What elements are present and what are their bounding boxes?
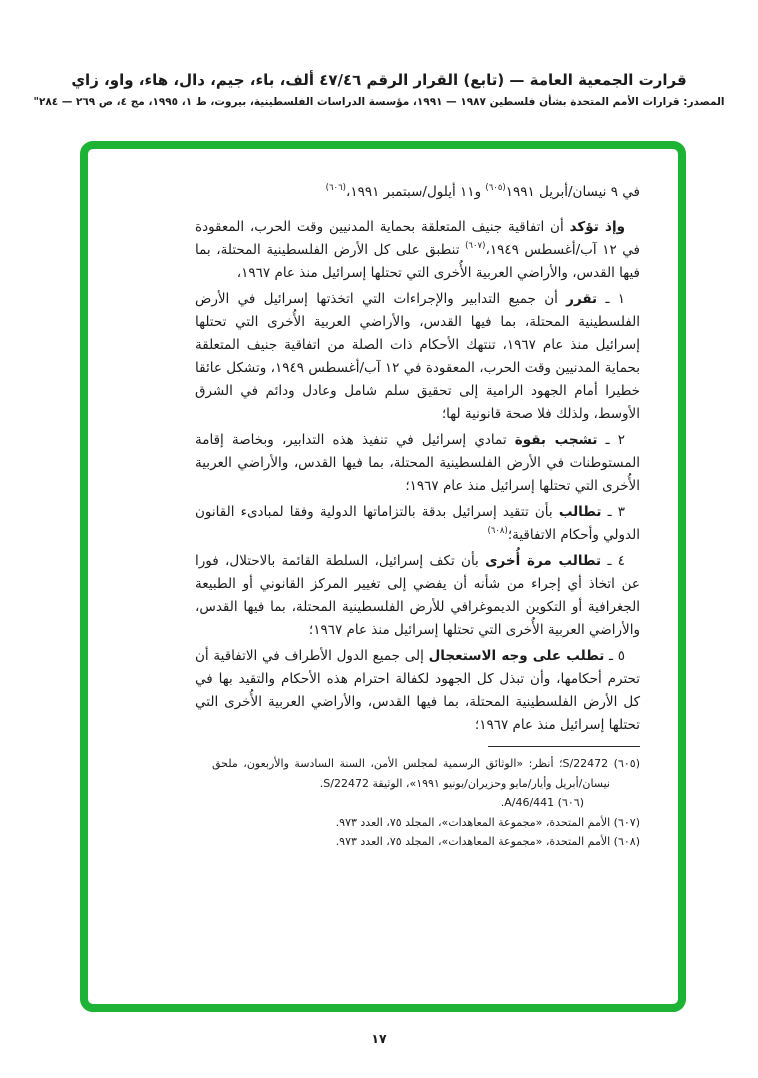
paragraph-text: في ٩ نيسان/أبريل ١٩٩١ xyxy=(505,184,640,200)
paragraph-text: تنطبق على كل الأرض الفلسطينية المحتلة، بما فيها القدس، والأراضي العربية الأُخرى التي تحتلها إسرائيل منذ عام ١٩٦٧، xyxy=(195,242,640,281)
paragraph-text: ٢ ـ xyxy=(597,432,625,448)
footnote-separator xyxy=(488,746,640,747)
footnote: (٦٠٨) الأمم المتحدة، «مجموعة المعاهدات»، المجلد ٧٥، العدد ٩٧٣. xyxy=(335,835,640,848)
paragraph-text: ١ ـ xyxy=(597,291,625,307)
resolution-box xyxy=(80,141,686,1012)
paragraph-lead-bold: تطالب مرة أُخرى xyxy=(485,553,602,569)
paragraph xyxy=(195,501,640,547)
paragraph-text: بأن تتقيد إسرائيل بدقة بالتزاماتها الدولية وفقا لمبادىء القانون الدولي وأحكام الاتفاقية؛ xyxy=(195,504,640,543)
paragraph-lead-bold: تشجب بقوة xyxy=(514,432,598,448)
page-title: قرارت الجمعية العامة — (تابع) القرار الرقم ٤٧/٤٦ ألف، باء، جيم، دال، هاء، واو، زاي xyxy=(71,71,687,89)
paragraph xyxy=(195,645,640,737)
footnote: (٦٠٥) S/22472؛ أنظر: «الوثائق الرسمية لمجلس الأمن، السنة السادسة والأربعون، ملحق نيسان/أبريل وأيار/مايو وحزيران/يونيو ١٩٩١»، الوثيقة S/22472. xyxy=(212,757,640,790)
paragraph xyxy=(195,216,640,285)
source-line: المصدر: قرارات الأمم المتحدة بشأن فلسطين ١٩٨٧ — ١٩٩١، مؤسسة الدراسات الفلسطينية، بيروت، ط ١، ١٩٩٥، مج ٤، ص ٢٦٩ — ٢٨٤" xyxy=(33,96,725,108)
paragraph-text: ٤ ـ xyxy=(601,553,625,569)
footnote-ref: (٦٠٨) xyxy=(487,526,508,536)
resolution-box-inner xyxy=(195,181,640,998)
paragraph-text: إلى جميع الدول الأطراف في الاتفاقية أن تحترم أحكامها، وأن تبذل كل الجهود لكفالة احترام هذه الأحكام والتقيد بها في كل الأرض الفلسطينية المحتلة، بما فيها القدس، والأراضي العربية الأُخرى التي تحتلها إسرائيل منذ عام ١٩٦٧؛ xyxy=(195,648,640,733)
paragraph-text: أن اتفاقية جنيف المتعلقة بحماية المدنيين وقت الحرب، المعقودة في ١٢ آب/أغسطس ١٩٤٩، xyxy=(195,219,641,258)
footnotes-section xyxy=(212,746,640,852)
paragraph xyxy=(195,429,640,498)
paragraph xyxy=(195,288,640,426)
paragraph xyxy=(195,550,640,642)
paragraph-text: ٣ ـ xyxy=(601,504,625,520)
footnote: (٦٠٧) الأمم المتحدة، «مجموعة المعاهدات»، المجلد ٧٥، العدد ٩٧٣. xyxy=(335,815,640,829)
paragraph-lead-bold: تطلب على وجه الاستعجال xyxy=(428,648,605,664)
footnotes-list xyxy=(212,754,640,852)
paragraph-text: ٥ ـ xyxy=(604,648,625,664)
paragraph-text: أن جميع التدابير والإجراءات التي اتخذتها إسرائيل في الأرض الفلسطينية المحتلة، بما فيها القدس، والأراضي العربية الأُخرى التي تحتلها إسرائيل منذ عام ١٩٦٧، تنتهك الأحكام ذات الصلة من اتفاقية جنيف المتعلقة بحماية المدنيين وقت الحرب، المعقودة في ١٢ آب/أغسطس ١٩٤٩، وتشكل عائقا خطيرا أمام الجهود الرامية إلى تحقيق سلم شامل وعادل ودائم في الشرق الأوسط، ولذلك فلا صحة قانونية لها؛ xyxy=(195,291,641,422)
paragraph-lead-bold: وإذ تؤكد xyxy=(569,219,625,235)
paragraph-text: تمادي إسرائيل في تنفيذ هذه التدابير، وبخاصة إقامة المستوطنات في الأرض الفلسطينية المحتلة، بما فيها القدس، والأراضي العربية الأُخرى التي تحتلها إسرائيل منذ عام ١٩٦٧؛ xyxy=(195,432,640,494)
footnote: (٦٠٦) A/46/441. xyxy=(500,796,584,809)
resolution-paragraphs xyxy=(195,181,640,737)
paragraph-text: و١١ أيلول/سبتمبر ١٩٩١، xyxy=(345,184,486,200)
footnote-ref: (٦٠٧) xyxy=(465,241,486,251)
paragraph-text: بأن تكف إسرائيل، السلطة القائمة بالاحتلال، فورا عن اتخاذ أي إجراء من شأنه أن يفضي إلى تغيير المركز القانوني أو الطبيعة الجغرافية أو التكوين الديموغرافي للأرض الفلسطينية المحتلة، بما فيها القدس، والأراضي العربية الأُخرى التي تحتلها إسرائيل منذ عام ١٩٦٧؛ xyxy=(195,553,640,638)
paragraph xyxy=(195,181,640,204)
page-header xyxy=(0,0,758,109)
footnote-ref: (٦٠٥) xyxy=(485,183,506,193)
page-number: ١٧ xyxy=(371,1031,387,1046)
paragraph-lead-bold: تطالب xyxy=(558,504,602,520)
paragraph-lead-bold: تقرر xyxy=(566,291,598,307)
footnote-ref: (٦٠٦) xyxy=(325,183,346,193)
